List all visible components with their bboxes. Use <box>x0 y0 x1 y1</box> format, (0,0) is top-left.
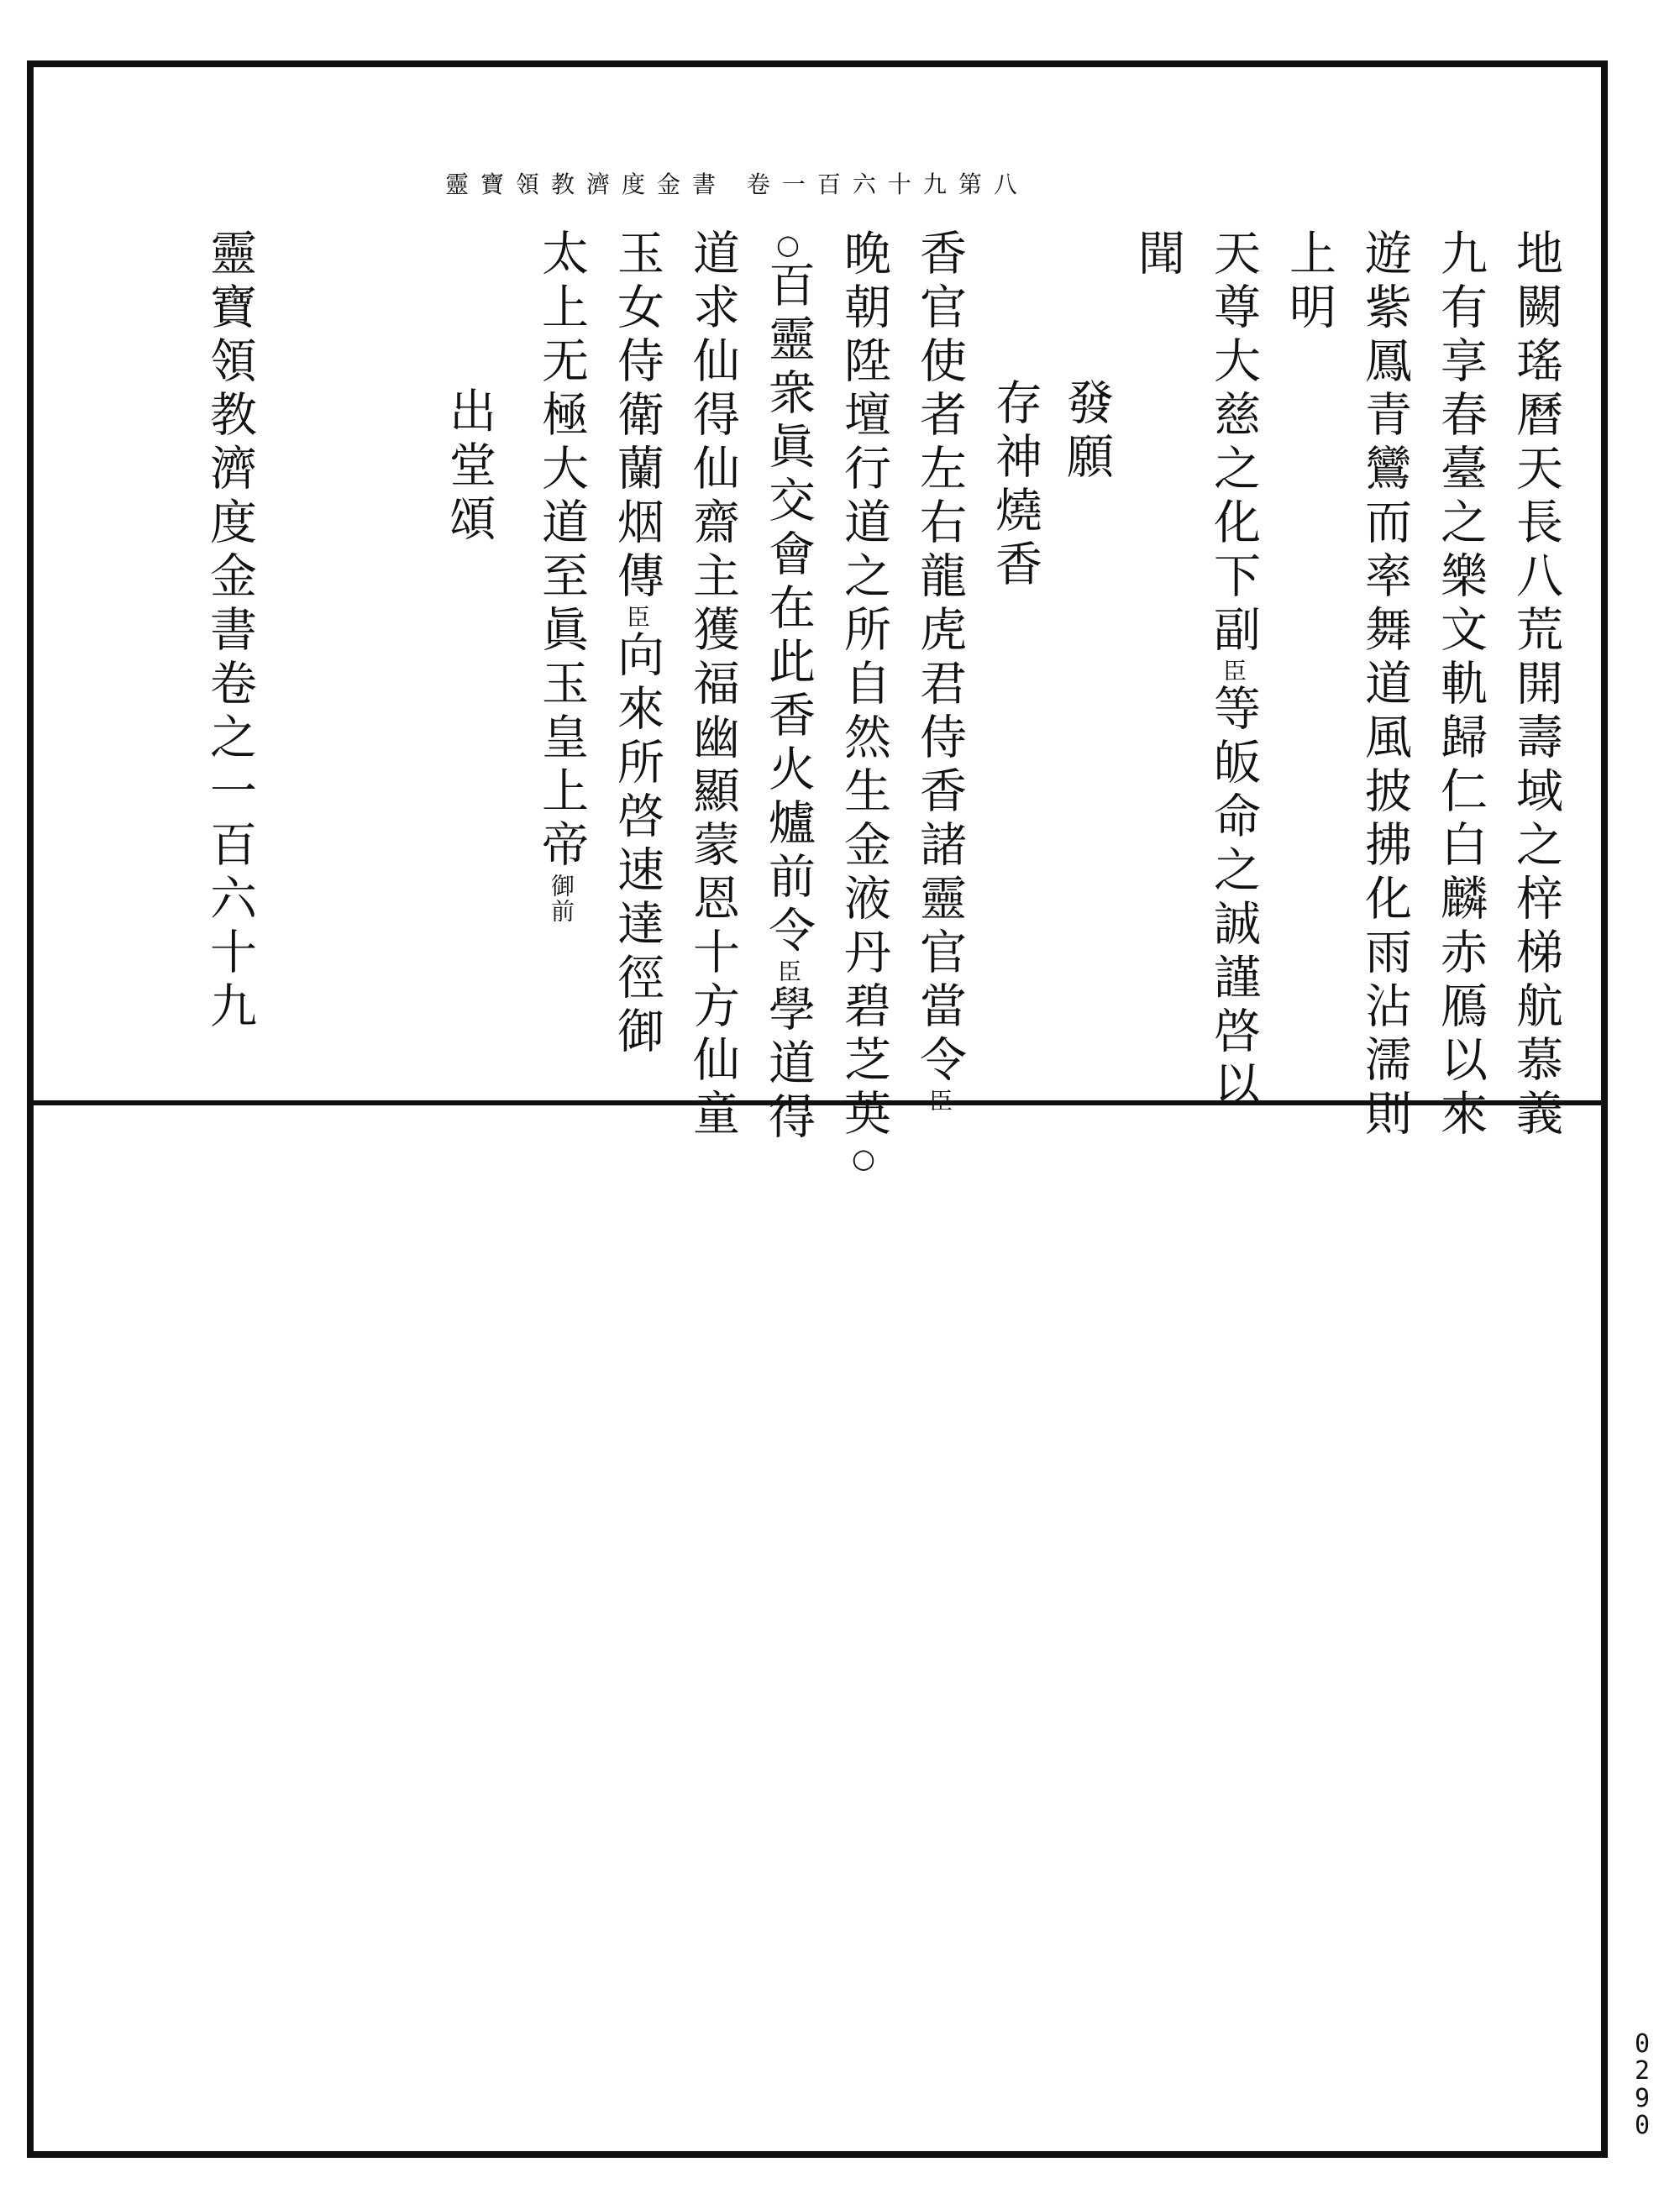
text-column-12: 道求仙得仙齋主獲福幽顯蒙恩十方仙童 <box>685 228 740 1142</box>
column-5-text-a: 天尊大慈之化下副 <box>1206 228 1261 659</box>
text-column-3: 遊紫鳳青鸞而率舞道風披拂化雨沾濡則 <box>1357 228 1412 1142</box>
text-column-14 <box>534 228 589 924</box>
column-5-text-b: 等皈命之誠謹啓以 <box>1206 684 1261 1114</box>
text-column-11 <box>761 228 816 1146</box>
text-column-9 <box>912 228 967 1114</box>
column-11-text-b: 學道得 <box>761 984 816 1146</box>
text-column-8: 存神燒香 <box>988 378 1042 593</box>
text-column-4: 上明 <box>1282 228 1336 336</box>
text-column-5 <box>1206 228 1261 1114</box>
column-14-small-text: 御前 <box>548 874 575 924</box>
column-13-small-char: 臣 <box>623 605 651 630</box>
page-number: 0290 <box>1634 2029 1651 2141</box>
column-5-small-char: 臣 <box>1220 659 1247 684</box>
text-column-10 <box>837 228 891 1174</box>
column-9-text-a: 香官使者左右龍虎君侍香諸靈官當令 <box>912 228 967 1089</box>
volume-end-title: 靈寶領教濟度金書卷之一百六十九 <box>202 228 257 1035</box>
column-13-text-a: 玉女侍衛蘭烟傳 <box>610 228 664 605</box>
column-13-text-b: 向來所啓速達徑御 <box>610 630 664 1060</box>
text-column-2: 九有享春臺之樂文軌歸仁白麟赤鴈以來 <box>1433 228 1488 1142</box>
text-column-7: 發願 <box>1059 378 1114 485</box>
column-10-text-a: 晚朝陞壇行道之所自然生金液丹碧芝英 <box>837 228 891 1142</box>
column-11-small-char: 臣 <box>774 959 802 984</box>
text-column-13 <box>610 228 664 1060</box>
text-column-1: 地闕瑤曆天長八荒開壽域之梓梯航慕義 <box>1509 228 1563 1142</box>
column-11-circle-mark: ○ <box>772 228 804 260</box>
column-10-circle-mark: ○ <box>848 1142 879 1174</box>
column-11-text-a: 百靈衆眞交會在此香火爐前令 <box>761 260 816 959</box>
column-9-small-char: 臣 <box>926 1089 953 1114</box>
column-14-text-a: 太上无極大道至眞玉皇上帝 <box>534 228 589 874</box>
text-column-15: 出堂頌 <box>442 386 496 548</box>
text-column-6: 聞 <box>1131 228 1185 282</box>
running-header: 靈寶領教濟度金書 卷一百六十九第八 <box>445 171 1029 198</box>
